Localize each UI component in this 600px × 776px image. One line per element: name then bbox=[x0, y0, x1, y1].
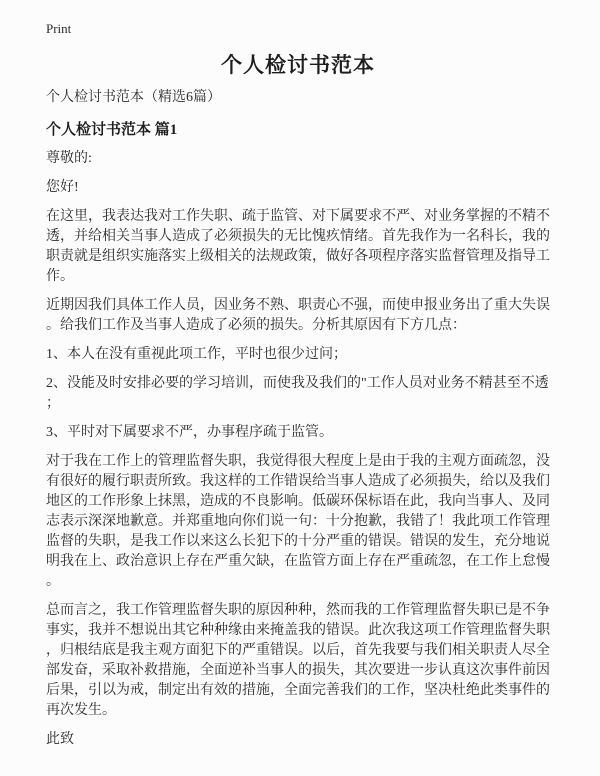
list-item: 2、没能及时安排必要的学习培训，而使我及我们的"工作人员对业务不精甚至不透； bbox=[46, 376, 549, 411]
paragraph-intro: 在这里，我表达我对工作失职、疏于监管、对下属要求不严、对业务掌握的不精不透，并给相关当事人造成了必须损失的无比愧疚情绪。首先我作为一名科长，我的职责就是组织实施落实上级相关的法规政策，做好各项程序落实监督管理及指导工作。 bbox=[46, 209, 550, 284]
page-title: 个人检讨书范本 bbox=[221, 53, 375, 77]
greeting: 您好! bbox=[46, 180, 79, 195]
salutation: 尊敬的: bbox=[46, 151, 92, 166]
paragraph-incident: 近期因我们具体工作人员，因业务不熟、职责心不强，而使申报业务出了重大失误。给我们工作及当事人造成了必须的损失。分析其原因有下方几点： bbox=[46, 298, 550, 333]
closing: 此致 bbox=[46, 732, 74, 747]
list-item: 3、平时对下属要求不严，办事程序疏于监管。 bbox=[46, 425, 333, 440]
subtitle: 个人检讨书范本（精选6篇） bbox=[46, 90, 221, 105]
paragraph-conclusion: 总而言之，我工作管理监督失职的原因种种，然而我的工作管理监督失职已是不争事实，我并不想说出其它种种缘由来掩盖我的错误。此次我这项工作管理监督失职，归根结底是我主观方面犯下的严重错误。以后，首先我要与我们相关职责人尽全部发奋，采取补救措施，全面逆补当事人的损失，其次要进一步认真这次事件前因后果，引以为戒，制定出有效的措施，全面完善我们的工作，坚决杜绝此类事件的再次发生。 bbox=[46, 603, 550, 718]
print-button[interactable]: Print bbox=[46, 21, 72, 36]
document-page bbox=[46, 0, 550, 750]
list-item: 1、本人在没有重视此项工作，平时也很少过问； bbox=[46, 347, 347, 362]
section-heading: 个人检讨书范本 篇1 bbox=[46, 122, 178, 138]
paragraph-apology: 对于我在工作上的管理监督失职，我觉得很大程度上是由于我的主观方面疏忽，没有很好的履行职责所致。我这样的工作错误给当事人造成了必须损失，给以及我们地区的工作形象上抹黑，造成的不良影响。低碳环保标语在此，我向当事人、及同志表示深深地歉意。并郑重地向你们说一句：十分抱歉，我错了！我此项工作管理监督的失职，是我工作以来这么长犯下的十分严重的错误。错误的发生，充分地说明我在上、政治意识上存在严重欠缺，在监管方面上存在严重疏忽，在工作上怠慢。 bbox=[46, 454, 550, 589]
